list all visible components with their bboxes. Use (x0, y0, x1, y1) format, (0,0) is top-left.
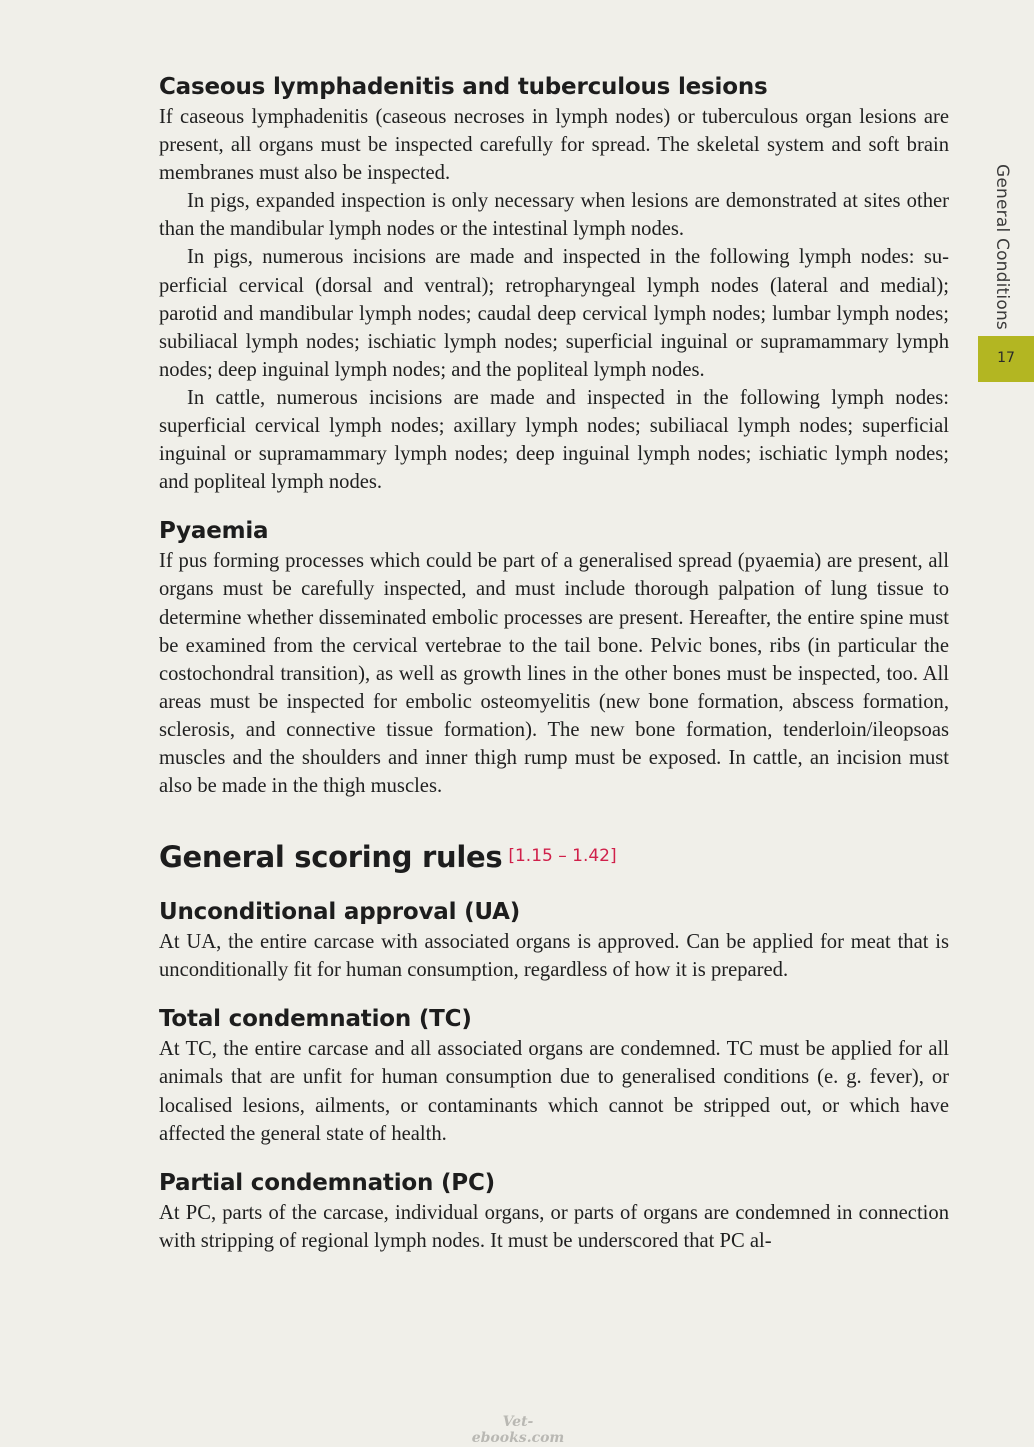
paragraph-pc-1: At PC, parts of the carcase, individual organs, or parts of organs are condemned in connection with stripping of regional lymph nodes. It must be underscored that PC al- (159, 1201, 949, 1252)
watermark-logo: Vet-ebooks.com (471, 1414, 565, 1446)
chapter-heading-scoring (159, 836, 949, 877)
paragraph-caseous-3: In pigs, numerous incisions are made and inspected in the following lymph nodes: superficial cervical (dorsal and ventral); retropharyngeal lymph nodes (lateral and medial); parotid and mandibular lymph nodes; caudal deep cervical lymph nodes; lumbar lymph nodes; subiliacal lymph nodes; ischiatic lymph nodes; superficial inguinal or supramammary lymph nodes; deep inguinal lymph nodes; and the popliteal lymph nodes. (159, 246, 949, 381)
chapter-heading-text: General scoring rules (159, 840, 503, 875)
paragraph-tc-1: At TC, the entire carcase and all associated organs are condemned. TC must be applied for all animals that are unfit for human consumption due to generalised conditions (e. g. fever), or localised lesions, ailments, or contaminants which cannot be stripped out, or which have affected the general state of health. (159, 1038, 949, 1145)
section-heading-tc: Total condemnation (TC) (159, 1006, 472, 1033)
page-content (159, 72, 949, 1255)
paragraph-caseous-2: In pigs, expanded inspection is only necessary when lesions are demonstrated at sites other than the mandibular lymph nodes or the intestinal lymph nodes. (159, 190, 949, 241)
cross-reference: [1.15 – 1.42] (508, 846, 617, 867)
paragraph-pyaemia-1: If pus forming processes which could be part of a generalised spread (pyaemia) are present, all organs must be carefully inspected, and must include thorough palpation of lung tissue to determine whether disseminated embolic processes are present. Hereafter, the entire spine must be examined from the cervical vertebrae to the tail bone. Pelvic bones, ribs (in particular the costochondral transition), as well as growth lines in the other bones must be inspected, too. All areas must be inspected for embolic osteomyelitis (new bone formation, abscess formation, sclerosis, and connective tissue formation). The new bone formation, tenderloin/ileopsoas muscles and the shoulders and inner thigh rump must be exposed. In cattle, an incision must also be made in the thigh muscles. (159, 550, 949, 798)
paragraph-ua-1: At UA, the entire carcase with associated organs is approved. Can be applied for meat that is unconditionally fit for human consumption, regardless of how it is prepared. (159, 931, 949, 982)
paragraph-caseous-1: If caseous lymphadenitis (caseous necroses in lymph nodes) or tuberculous organ lesions are present, all organs must be inspected carefully for spread. The skeletal system and soft brain membranes must also be inspected. (159, 106, 949, 185)
section-heading-pc: Partial condemnation (PC) (159, 1169, 495, 1196)
paragraph-caseous-4: In cattle, numerous incisions are made and inspected in the following lymph nodes: superficial cervical lymph nodes; axillary lymph nodes; subiliacal lymph nodes; superficial inguinal or supramammary lymph nodes; deep inguinal lymph nodes; ischiatic lymph nodes; and popliteal lymph nodes. (159, 386, 949, 494)
section-heading-ua: Unconditional approval (UA) (159, 899, 521, 926)
section-heading-caseous: Caseous lymphadenitis and tuberculous lesions (159, 74, 768, 100)
chapter-side-tab (978, 160, 1034, 330)
chapter-side-label: General Conditions (992, 164, 1012, 330)
page-number: 17 (997, 350, 1015, 366)
section-heading-pyaemia: Pyaemia (159, 518, 269, 545)
page-number-box (978, 336, 1034, 382)
